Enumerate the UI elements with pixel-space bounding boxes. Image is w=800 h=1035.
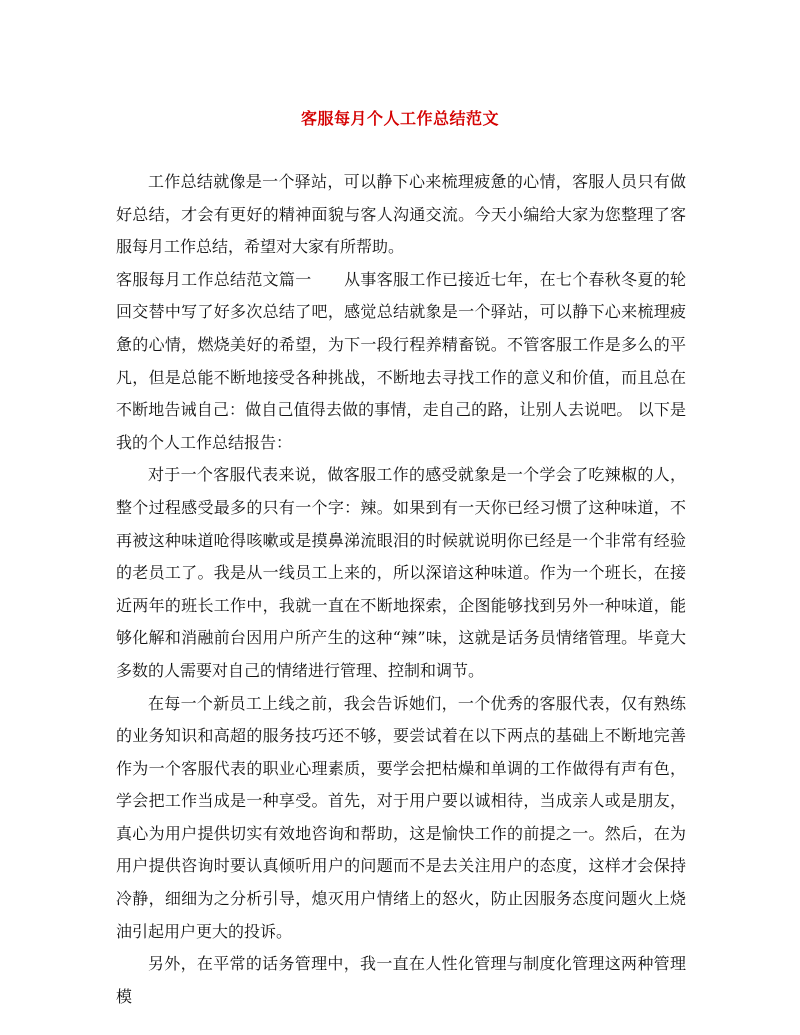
- paragraph-new-staff: 在每一个新员工上线之前，我会告诉她们，一个优秀的客服代表，仅有熟练的业务知识和高超的服务技巧还不够，要尝试着在以下两点的基础上不断地完善作为一个客服代表的职业心理素质，要学会把枯燥和单调的工作做得有声有色，学会把工作当成是一种享受。首先，对于用户要以诚相待，当成亲人或是朋友，真心为用户提供切实有效地咨询和帮助，这是愉快工作的前提之一。然后，在为用户提供咨询时要认真倾听用户的问题而不是去关注用户的态度，这样才会保持冷静，细细为之分析引导，熄灭用户情绪上的怒火，防止因服务态度问题火上烧油引起用户更大的投诉。: [116, 693, 686, 941]
- document-title: 客服每月个人工作总结范文: [300, 109, 499, 128]
- paragraph-intro: 工作总结就像是一个驿站，可以静下心来梳理疲惫的心情，客服人员只有做好总结，才会有更好的精神面貌与客人沟通交流。今天小编给大家为您整理了客服每月工作总结，希望对大家有所帮助。: [116, 172, 686, 257]
- document-body: [116, 166, 686, 1013]
- paragraph-section-one: 客服每月工作总结范文篇一 从事客服工作已接近七年，在七个春秋冬夏的轮回交替中写了好多次总结了吧，感觉总结就象是一个驿站，可以静下心来梳理疲惫的心情，燃烧美好的希望，为下一段行程养精畜锐。不管客服工作是多么的平凡，但是总能不断地接受各种挑战，不断地去寻找工作的意义和价值，而且总在不断地告诫自己：做自己值得去做的事情，走自己的路，让别人去说吧。 以下是我的个人工作总结报告：: [116, 269, 686, 452]
- paragraph-management: 另外，在平常的话务管理中，我一直在人性化管理与制度化管理这两种管理模: [116, 954, 686, 1006]
- paragraph-spicy-feeling: 对于一个客服代表来说，做客服工作的感受就象是一个学会了吃辣椒的人，整个过程感受最多的只有一个字：辣。如果到有一天你已经习惯了这种味道，不再被这种味道呛得咳嗽或是摸鼻涕流眼泪的时候就说明你已经是一个非常有经验的老员工了。我是从一线员工上来的，所以深谙这种味道。作为一个班长，在接近两年的班长工作中，我就一直在不断地探索，企图能够找到另外一种味道，能够化解和消融前台因用户所产生的这种“辣”味，这就是话务员情绪管理。毕竟大多数的人需要对自己的情绪进行管理、控制和调节。: [116, 465, 686, 680]
